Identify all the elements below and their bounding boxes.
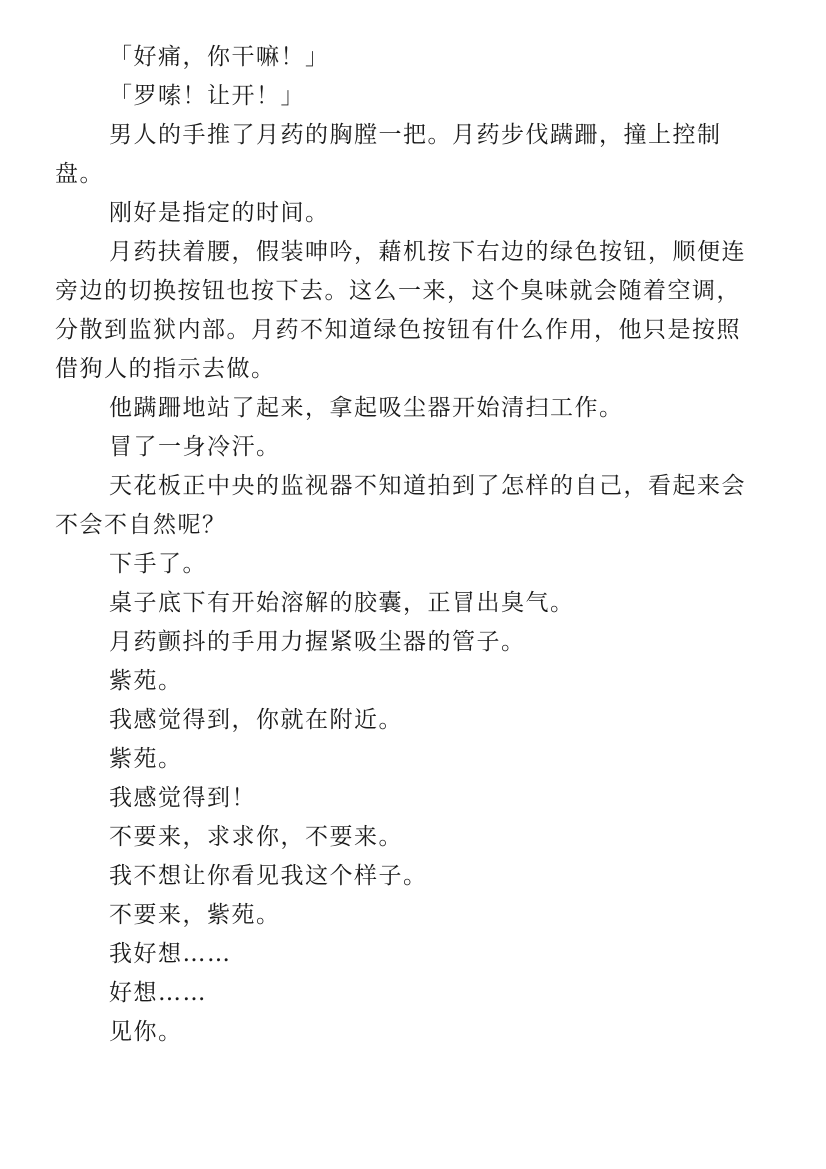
paragraph: 我感觉得到，你就在附近。 [109,707,403,733]
paragraph: 「罗嗦！让开！」 [109,83,305,109]
paragraph: 我感觉得到！ [109,785,256,811]
paragraph: 紫苑。 [109,668,183,694]
paragraph: 下手了。 [109,551,207,577]
paragraph: 我不想让你看见我这个样子。 [109,863,428,889]
paragraph: 「好痛，你干嘛！」 [109,44,330,70]
paragraph: 冒了一身冷汗。 [109,434,281,460]
paragraph: 见你。 [109,1019,183,1045]
paragraph: 紫苑。 [109,746,183,772]
paragraph: 月药颤抖的手用力握紧吸尘器的管子。 [109,629,526,655]
paragraph: 不要来，求求你，不要来。 [109,824,403,850]
paragraph: 我好想…… [109,941,232,967]
paragraph: 桌子底下有开始溶解的胶囊，正冒出臭气。 [109,590,575,616]
paragraph: 男人的手推了月药的胸膛一把。月药步伐蹒跚，撞上控制盘。 [55,122,722,187]
paragraph: 好想…… [109,980,207,1006]
paragraph: 天花板正中央的监视器不知道拍到了怎样的自己，看起来会不会不自然呢？ [55,473,746,538]
paragraph: 月药扶着腰，假装呻吟，藉机按下右边的绿色按钮，顺便连旁边的切换按钮也按下去。这么一来，这个臭味就会随着空调，分散到监狱内部。月药不知道绿色按钮有什么作用，他只是按照借狗人的指示去做。 [55,239,746,382]
paragraph: 刚好是指定的时间。 [109,200,330,226]
paragraph: 不要来，紫苑。 [109,902,281,928]
paragraph: 他蹒跚地站了起来，拿起吸尘器开始清扫工作。 [109,395,624,421]
body-text [55,38,755,1052]
